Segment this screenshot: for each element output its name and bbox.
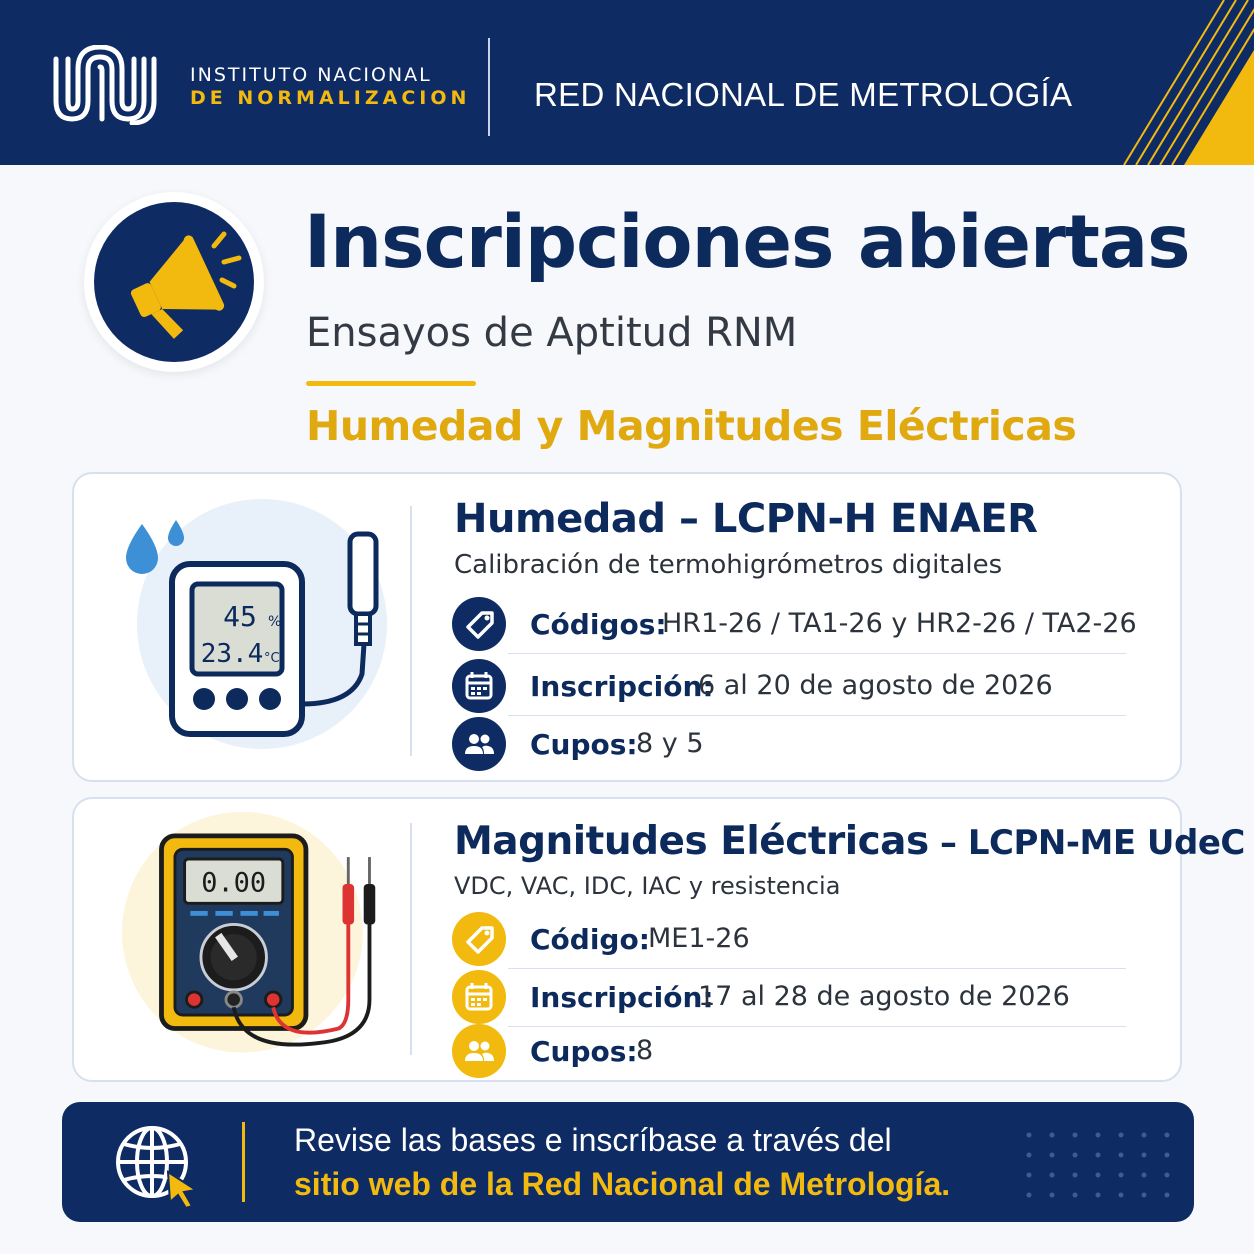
- calendar-icon: [452, 659, 506, 713]
- display-temperature: 23.4: [200, 639, 264, 669]
- tag-icon: [452, 597, 506, 651]
- card-divider: [410, 823, 412, 1055]
- row-cupos: [452, 1021, 1126, 1081]
- row-inscripcion: [452, 967, 1126, 1027]
- title-accent-rule: [306, 381, 476, 386]
- display-reading: 0.00: [201, 867, 267, 899]
- card-title-suffix: – LCPN-ME UdeC: [928, 823, 1245, 863]
- row-label: Inscripción:: [530, 670, 714, 703]
- row-label: Códigos:: [530, 608, 667, 641]
- row-codigo: [452, 909, 1126, 969]
- row-separator: [508, 653, 1126, 654]
- page-title: Inscripciones abiertas: [304, 200, 1190, 285]
- row-inscripcion: [452, 656, 1126, 716]
- decorative-stripes: [1054, 0, 1254, 165]
- card-divider: [410, 506, 412, 756]
- display-humidity-unit: %: [268, 614, 282, 630]
- inn-logo-icon: [50, 45, 166, 125]
- row-label: Código:: [530, 923, 650, 956]
- calendar-icon: [452, 970, 506, 1024]
- row-value: ME1-26: [648, 923, 750, 954]
- thermohygrometer-icon: [112, 494, 392, 754]
- row-value: 17 al 28 de agosto de 2026: [698, 981, 1070, 1012]
- row-cupos: [452, 714, 1126, 774]
- row-label: Cupos:: [530, 1035, 638, 1068]
- display-temperature-unit: °C: [264, 651, 280, 666]
- row-value: HR1-26 / TA1-26 y HR2-26 / TA2-26: [662, 608, 1137, 639]
- globe-cursor-icon: [110, 1120, 206, 1210]
- network-title: RED NACIONAL DE METROLOGÍA: [534, 76, 1073, 113]
- display-humidity: 45: [223, 600, 257, 633]
- card-title: [454, 819, 1245, 864]
- footer-link-text[interactable]: sitio web de la Red Nacional de Metrología.: [294, 1166, 951, 1202]
- footer-divider: [242, 1122, 245, 1202]
- org-name: [190, 66, 470, 108]
- header-divider: [488, 38, 490, 136]
- footer-text: Revise las bases e inscríbase a través del: [294, 1122, 892, 1158]
- row-value: 6 al 20 de agosto de 2026: [698, 670, 1053, 701]
- header-bar: [0, 0, 1254, 165]
- decorative-dots: [1024, 1130, 1174, 1200]
- megaphone-icon: [94, 202, 254, 362]
- row-codigos: [452, 594, 1137, 654]
- card-title: [454, 496, 1037, 542]
- tag-icon: [452, 912, 506, 966]
- card-description: VDC, VAC, IDC, IAC y resistencia: [454, 872, 841, 900]
- row-value: 8 y 5: [636, 728, 704, 759]
- row-label: Inscripción:: [530, 981, 714, 1014]
- people-icon: [452, 1024, 506, 1078]
- people-icon: [452, 717, 506, 771]
- card-title-main: Magnitudes Eléctricas: [454, 819, 929, 864]
- card-description: Calibración de termohigrómetros digitales: [454, 550, 1003, 580]
- row-label: Cupos:: [530, 728, 638, 761]
- card-title-main: Humedad – LCPN-H ENAER: [454, 496, 1038, 542]
- org-name-line2: DE NORMALIZACION: [190, 87, 471, 109]
- card-humedad: [72, 472, 1182, 782]
- org-name-line1: INSTITUTO NACIONAL: [190, 64, 432, 86]
- footer-banner[interactable]: [62, 1102, 1194, 1222]
- page-subtitle: Ensayos de Aptitud RNM: [306, 310, 798, 356]
- multimeter-icon: [112, 807, 392, 1067]
- row-value: 8: [636, 1035, 654, 1066]
- megaphone-badge: [84, 192, 264, 372]
- card-magnitudes-electricas: [72, 797, 1245, 1082]
- topic-heading: Humedad y Magnitudes Eléctricas: [306, 402, 1077, 450]
